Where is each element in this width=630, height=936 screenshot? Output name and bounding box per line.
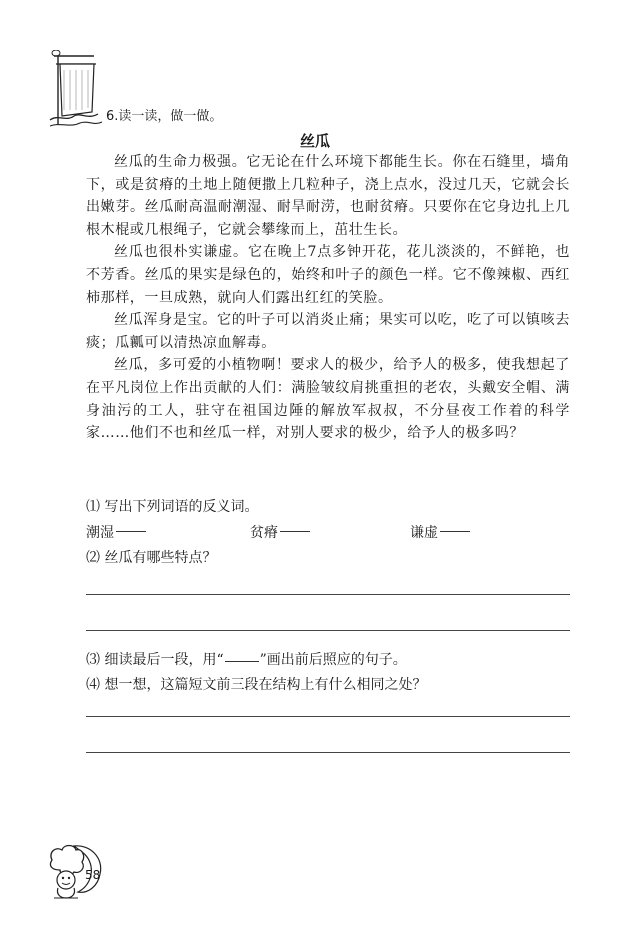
underline-symbol [225,661,259,662]
question-3 [86,649,407,669]
answer-line[interactable] [86,594,570,595]
answer-blank[interactable] [116,531,146,532]
question-3-end: ”画出前后照应的句子。 [259,652,407,668]
page-number: 58 [85,868,101,882]
question-3-start: ⑶ 细读最后一段，用“ [86,652,224,668]
answer-line[interactable] [86,752,570,753]
antonym-word: 谦虚 [410,525,438,541]
paragraph-3: 丝瓜浑身是宝。它的叶子可以消炎止痛；果实可以吃，吃了可以镇咳去痰；瓜瓤可以清热凉血解毒。 [86,312,570,351]
antonym-item [86,522,146,542]
reading-passage [86,151,570,445]
paragraph-2: 丝瓜也很朴实谦虚。它在晚上7点多钟开花，花儿淡淡的，不鲜艳，也不芳香。丝瓜的果实是绿色的，始终和叶子的颜色一样。它不像辣椒、西红柿那样，一旦成熟，就向人们露出红红的笑脸。 [86,244,570,306]
passage-title: 丝瓜 [299,132,330,150]
exercise-heading: 6.读一读，做一做。 [106,109,223,124]
answer-blank[interactable] [440,531,470,532]
scroll-icon [44,50,106,130]
paragraph-4: 丝瓜，多可爱的小植物啊！要求人的极少，给予人的极多，使我想起了在平凡岗位上作出贡献的人们：满脸皱纹肩挑重担的老农，头戴安全帽、满身油污的工人，驻守在祖国边陲的解放军叔叔，不分昼夜工作着的科学家……他们不也和丝瓜一样，对别人要求的极少，给予人的极多吗？ [86,357,570,442]
question-2: ⑵ 丝瓜有哪些特点？ [86,550,217,566]
antonym-word: 潮湿 [86,525,114,541]
answer-blank[interactable] [280,531,310,532]
answer-line[interactable] [86,630,570,631]
antonym-item [410,522,470,542]
question-1: ⑴ 写出下列词语的反义词。 [86,499,259,515]
question-4: ⑷ 想一想，这篇短文前三段在结构上有什么相同之处？ [86,677,427,693]
antonym-item [250,522,310,542]
antonym-word: 贫瘠 [250,525,278,541]
answer-line[interactable] [86,716,570,717]
paragraph-1: 丝瓜的生命力极强。它无论在什么环境下都能生长。你在石缝里，墙角下，或是贫瘠的土地上随便撒上几粒种子，浇上点水，没过几天，它就会长出嫩芽。丝瓜耐高温耐潮湿、耐旱耐涝，也耐贫瘠。只要你在它身边扎上几根木棍或几根绳子，它就会攀缘而上，茁壮生长。 [86,154,570,238]
